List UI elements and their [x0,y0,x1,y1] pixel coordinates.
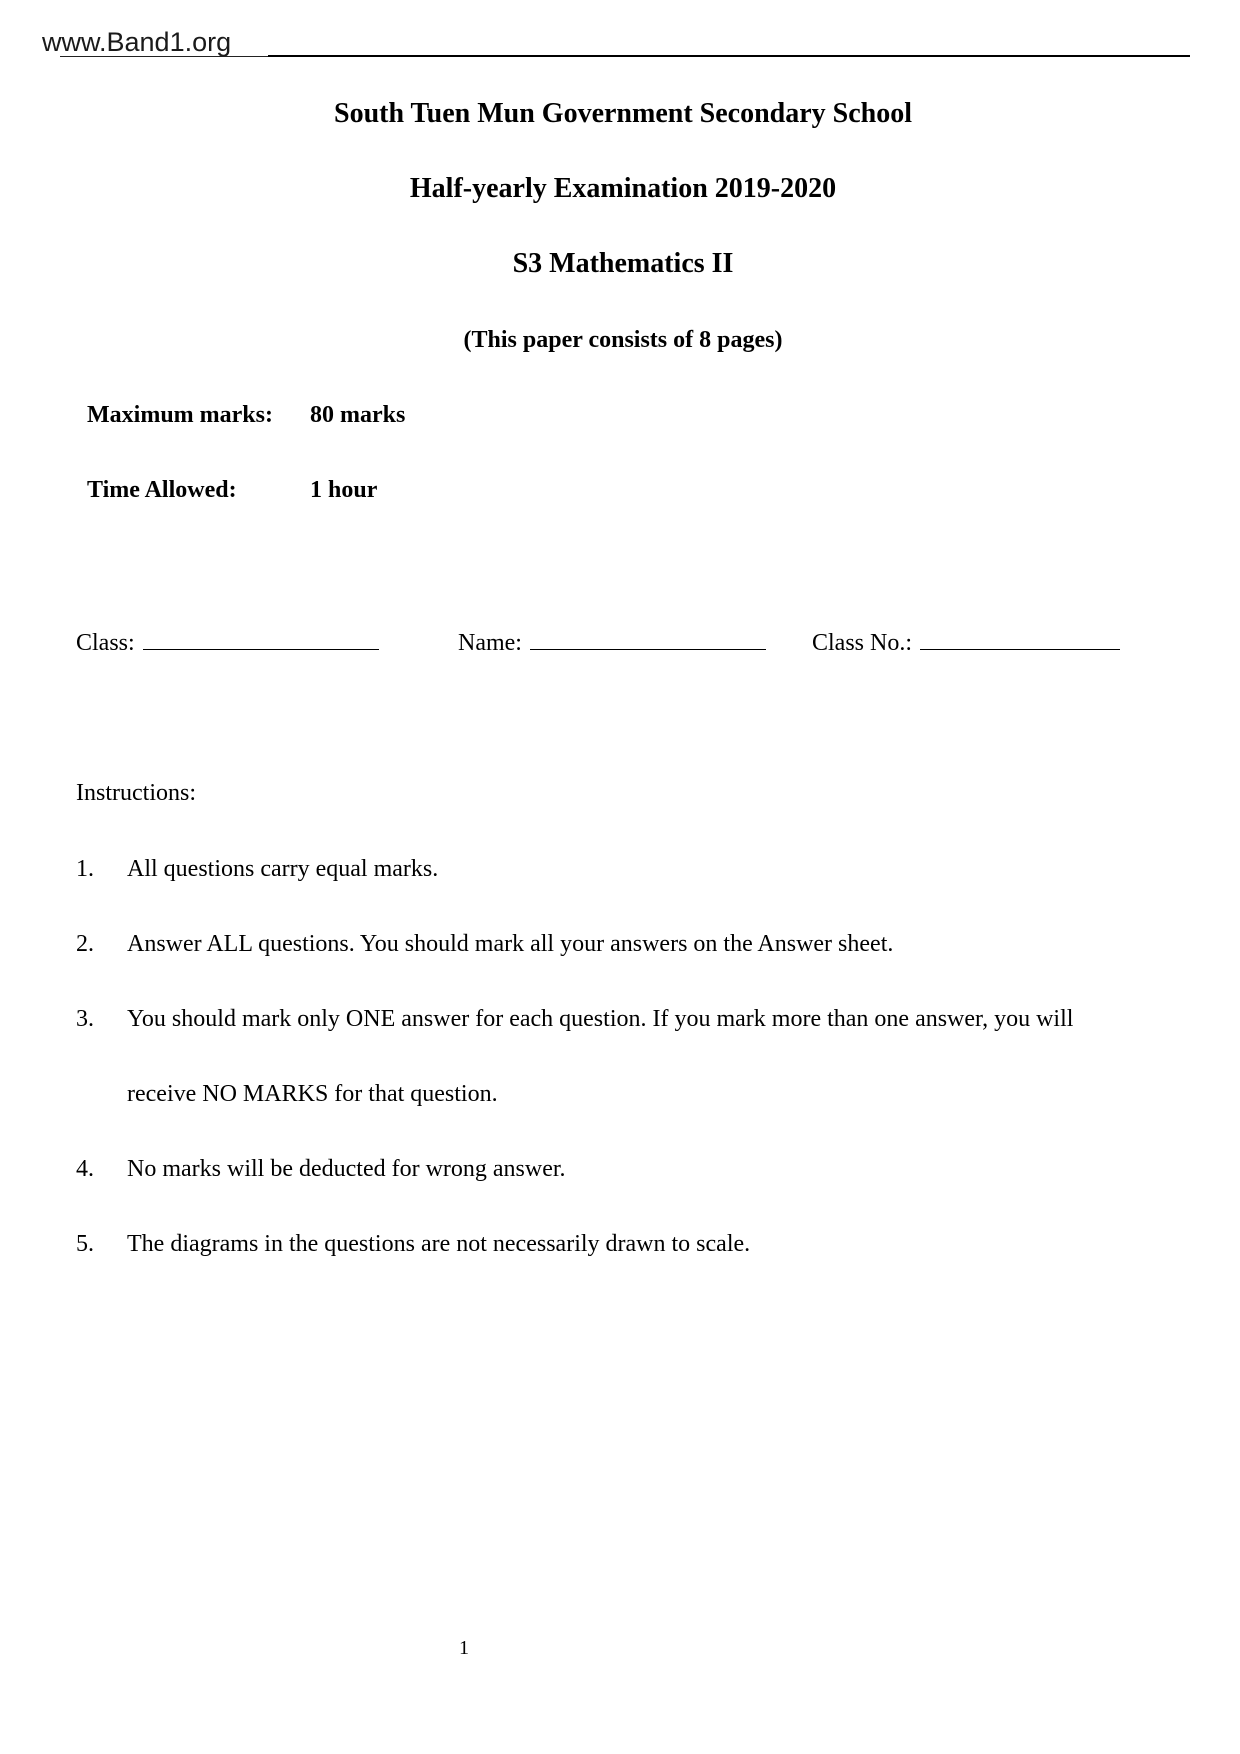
instruction-number: 4. [76,1156,94,1182]
school-name: South Tuen Mun Government Secondary School [334,98,912,129]
instruction-text-continued: receive NO MARKS for that question. [127,1081,498,1107]
name-blank-line[interactable] [530,629,766,650]
class-field[interactable] [76,628,379,658]
name-label: Name: [458,630,522,656]
page-number: 1 [459,1637,469,1659]
instruction-text: No marks will be deducted for wrong answer. [127,1156,566,1182]
max-marks-label: Maximum marks: [87,402,273,428]
instructions-heading: Instructions: [76,780,196,806]
instruction-text: You should mark only ONE answer for each question. If you mark more than one answer, you will [127,1006,1074,1032]
class-no-blank-line[interactable] [920,629,1120,650]
header-divider-thick [268,55,1190,57]
subject-title: S3 Mathematics II [512,248,734,279]
instruction-number: 2. [76,931,94,957]
time-allowed-value: 1 hour [310,477,378,503]
instruction-text: The diagrams in the questions are not necessarily drawn to scale. [127,1231,751,1257]
class-no-field[interactable] [812,628,1120,658]
instruction-number: 3. [76,1006,94,1032]
watermark-url: www.Band1.org [42,27,232,57]
time-allowed-label: Time Allowed: [87,477,237,503]
instruction-text: Answer ALL questions. You should mark all your answers on the Answer sheet. [127,931,894,957]
class-label: Class: [76,630,135,656]
pages-note: (This paper consists of 8 pages) [463,327,783,353]
instruction-text: All questions carry equal marks. [127,856,439,882]
class-blank-line[interactable] [143,629,379,650]
max-marks-value: 80 marks [310,402,406,428]
exam-title: Half-yearly Examination 2019-2020 [409,173,837,204]
name-field[interactable] [458,628,766,658]
instruction-number: 1. [76,856,94,882]
instruction-number: 5. [76,1231,94,1257]
class-no-label: Class No.: [812,630,913,656]
